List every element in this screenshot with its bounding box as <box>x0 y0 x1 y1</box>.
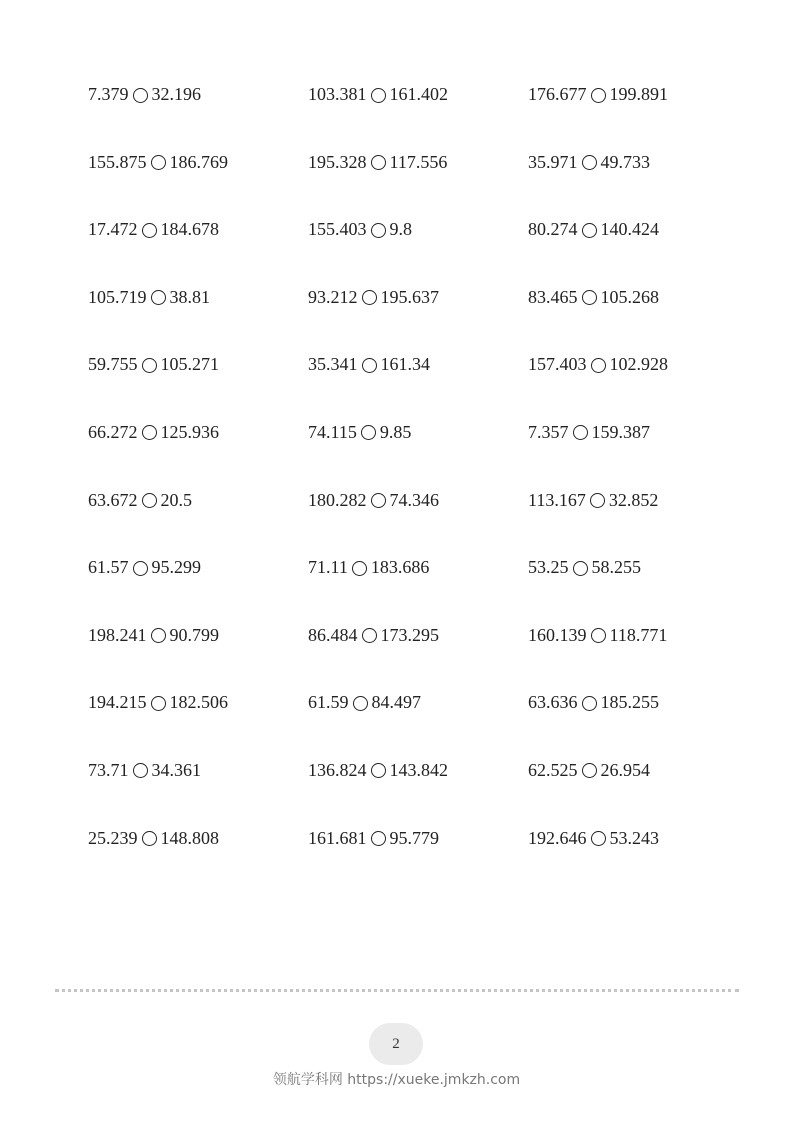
left-number: 59.755 <box>88 354 138 375</box>
left-number: 113.167 <box>528 489 586 510</box>
right-number: 20.5 <box>160 489 192 510</box>
footer-site-text: 领航学科网 https://xueke.jmkzh.com <box>272 1072 521 1088</box>
comparison-problem <box>88 755 308 785</box>
left-number: 195.328 <box>308 151 367 172</box>
answer-circle[interactable] <box>582 223 597 238</box>
left-number: 180.282 <box>308 489 367 510</box>
right-number: 32.852 <box>608 489 659 510</box>
left-number: 7.357 <box>528 421 569 442</box>
answer-circle[interactable] <box>591 358 606 373</box>
answer-circle[interactable] <box>371 763 386 778</box>
left-number: 35.341 <box>308 354 358 375</box>
comparison-problem <box>528 620 748 650</box>
dotted-divider <box>55 989 739 992</box>
worksheet-row <box>88 552 748 620</box>
answer-circle[interactable] <box>573 561 588 576</box>
comparison-problem <box>308 147 528 177</box>
right-number: 9.8 <box>389 219 412 240</box>
left-number: 80.274 <box>528 219 578 240</box>
left-number: 25.239 <box>88 827 138 848</box>
left-number: 192.646 <box>528 827 587 848</box>
left-number: 35.971 <box>528 151 578 172</box>
comparison-problem <box>88 823 308 853</box>
right-number: 117.556 <box>389 151 448 172</box>
answer-circle[interactable] <box>371 493 386 508</box>
comparison-problem <box>88 485 308 515</box>
left-number: 198.241 <box>88 624 147 645</box>
answer-circle[interactable] <box>582 290 597 305</box>
comparison-problem <box>88 417 308 447</box>
answer-circle[interactable] <box>151 696 166 711</box>
right-number: 9.85 <box>379 421 412 442</box>
right-number: 38.81 <box>169 286 210 307</box>
worksheet-row <box>88 79 748 147</box>
answer-circle[interactable] <box>591 88 606 103</box>
comparison-problem <box>88 349 308 379</box>
right-number: 173.295 <box>380 624 439 645</box>
left-number: 73.71 <box>88 759 129 780</box>
answer-circle[interactable] <box>362 358 377 373</box>
left-number: 63.636 <box>528 692 578 713</box>
left-number: 105.719 <box>88 286 147 307</box>
comparison-problem <box>88 620 308 650</box>
answer-circle[interactable] <box>362 290 377 305</box>
left-number: 155.403 <box>308 219 367 240</box>
comparison-problem <box>308 282 528 312</box>
comparison-problem <box>528 552 748 582</box>
left-number: 93.212 <box>308 286 358 307</box>
left-number: 61.57 <box>88 557 129 578</box>
answer-circle[interactable] <box>142 493 157 508</box>
answer-circle[interactable] <box>590 493 605 508</box>
comparison-problem <box>528 282 748 312</box>
left-number: 160.139 <box>528 624 587 645</box>
right-number: 159.387 <box>591 421 650 442</box>
comparison-problem <box>528 823 748 853</box>
left-number: 62.525 <box>528 759 578 780</box>
right-number: 182.506 <box>169 692 228 713</box>
answer-circle[interactable] <box>573 425 588 440</box>
worksheet-row <box>88 417 748 485</box>
answer-circle[interactable] <box>582 763 597 778</box>
comparison-problem <box>308 755 528 785</box>
comparison-problem <box>308 79 528 109</box>
answer-circle[interactable] <box>362 628 377 643</box>
right-number: 184.678 <box>160 219 219 240</box>
answer-circle[interactable] <box>371 831 386 846</box>
right-number: 118.771 <box>609 624 668 645</box>
right-number: 102.928 <box>609 354 668 375</box>
answer-circle[interactable] <box>591 628 606 643</box>
left-number: 194.215 <box>88 692 147 713</box>
right-number: 148.808 <box>160 827 219 848</box>
answer-circle[interactable] <box>151 290 166 305</box>
right-number: 90.799 <box>169 624 219 645</box>
worksheet-row <box>88 823 748 891</box>
comparison-problem <box>528 417 748 447</box>
right-number: 183.686 <box>370 557 430 578</box>
right-number: 95.299 <box>151 557 201 578</box>
answer-circle[interactable] <box>353 696 368 711</box>
left-number: 66.272 <box>88 421 138 442</box>
answer-circle[interactable] <box>133 561 148 576</box>
worksheet-row <box>88 147 748 215</box>
left-number: 176.677 <box>528 84 587 104</box>
answer-circle[interactable] <box>151 628 166 643</box>
right-number: 74.346 <box>389 489 439 510</box>
answer-circle[interactable] <box>361 425 376 440</box>
left-number: 17.472 <box>88 219 138 240</box>
right-number: 26.954 <box>600 759 650 780</box>
answer-circle[interactable] <box>133 88 148 103</box>
comparison-problem <box>88 552 308 582</box>
answer-circle[interactable] <box>352 561 367 576</box>
left-number: 161.681 <box>308 827 367 848</box>
comparison-problem <box>528 79 748 109</box>
worksheet-row <box>88 755 748 823</box>
comparison-problem <box>308 417 528 447</box>
comparison-problem <box>308 349 528 379</box>
answer-circle[interactable] <box>582 696 597 711</box>
comparison-problem <box>528 349 748 379</box>
right-number: 140.424 <box>600 219 659 240</box>
page-number-badge: 2 <box>369 1023 423 1065</box>
worksheet-row <box>88 687 748 755</box>
answer-circle[interactable] <box>371 223 386 238</box>
right-number: 34.361 <box>151 759 201 780</box>
worksheet-row <box>88 620 748 688</box>
comparison-problem <box>528 147 748 177</box>
left-number: 61.59 <box>308 692 349 713</box>
comparison-problem <box>88 687 308 717</box>
right-number: 125.936 <box>160 421 219 442</box>
comparison-problem <box>308 620 528 650</box>
left-number: 63.672 <box>88 489 138 510</box>
right-number: 53.243 <box>609 827 659 848</box>
comparison-problem <box>528 755 748 785</box>
comparison-worksheet <box>88 79 748 890</box>
answer-circle[interactable] <box>133 763 148 778</box>
right-number: 95.779 <box>389 827 439 848</box>
right-number: 58.255 <box>591 557 641 578</box>
right-number: 161.402 <box>389 84 448 104</box>
left-number: 157.403 <box>528 354 587 375</box>
comparison-problem <box>308 687 528 717</box>
answer-circle[interactable] <box>371 155 386 170</box>
left-number: 136.824 <box>308 759 367 780</box>
right-number: 185.255 <box>600 692 659 713</box>
answer-circle[interactable] <box>591 831 606 846</box>
answer-circle[interactable] <box>371 88 386 103</box>
answer-circle[interactable] <box>142 223 157 238</box>
comparison-problem <box>528 485 748 515</box>
left-number: 53.25 <box>528 557 569 578</box>
answer-circle[interactable] <box>142 358 157 373</box>
left-number: 155.875 <box>88 151 147 172</box>
comparison-problem <box>308 552 528 582</box>
right-number: 105.268 <box>600 286 659 307</box>
answer-circle[interactable] <box>582 155 597 170</box>
worksheet-row <box>88 349 748 417</box>
worksheet-row <box>88 214 748 282</box>
comparison-problem <box>308 485 528 515</box>
left-number: 74.115 <box>308 421 357 442</box>
worksheet-row <box>88 282 748 350</box>
right-number: 186.769 <box>169 151 228 172</box>
comparison-problem <box>88 282 308 312</box>
right-number: 195.637 <box>380 286 439 307</box>
comparison-problem <box>88 147 308 177</box>
right-number: 161.34 <box>380 354 430 375</box>
left-number: 7.379 <box>88 84 129 104</box>
right-number: 32.196 <box>151 84 201 104</box>
answer-circle[interactable] <box>142 831 157 846</box>
comparison-problem <box>88 214 308 244</box>
comparison-problem <box>528 687 748 717</box>
right-number: 49.733 <box>600 151 650 172</box>
comparison-problem <box>308 214 528 244</box>
right-number: 105.271 <box>160 354 219 375</box>
comparison-problem <box>308 823 528 853</box>
answer-circle[interactable] <box>142 425 157 440</box>
worksheet-row <box>88 485 748 553</box>
right-number: 84.497 <box>371 692 421 713</box>
comparison-problem <box>528 214 748 244</box>
answer-circle[interactable] <box>151 155 166 170</box>
right-number: 143.842 <box>389 759 448 780</box>
left-number: 103.381 <box>308 84 367 104</box>
left-number: 86.484 <box>308 624 358 645</box>
left-number: 83.465 <box>528 286 578 307</box>
comparison-problem <box>88 79 308 109</box>
left-number: 71.11 <box>308 557 348 578</box>
right-number: 199.891 <box>609 84 668 104</box>
